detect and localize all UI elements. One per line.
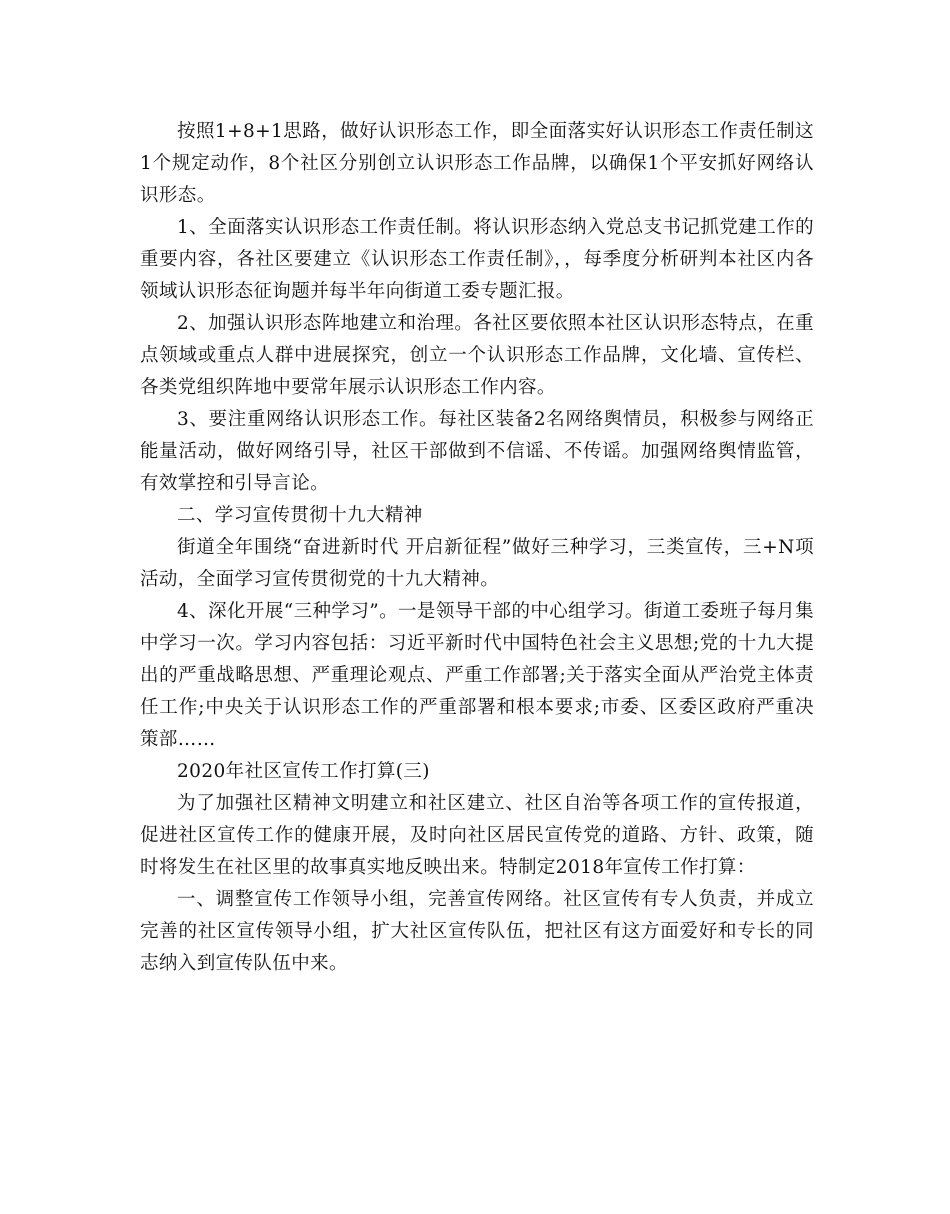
paragraph-position-building: 2、加强认识形态阵地建立和治理。各社区要依照本社区认识形态特点，在重点领域或重点人群中进展探究，创立一个认识形态工作品牌，文化墙、宣传栏、各类党组织阵地中要常年展示认识形态工作内容。 <box>140 313 814 398</box>
paragraph-annual-theme: 街道全年围绕“奋进新时代 开启新征程”做好三种学习，三类宣传，三+N项活动，全面学习宣传贯彻党的十九大精神。 <box>140 537 814 590</box>
paragraph-plan-intro: 为了加强社区精神文明建立和社区建立、社区自治等各项工作的宣传报道，促进社区宣传工作的健康开展，及时向社区居民宣传党的道路、方针、政策，随时将发生在社区里的故事真实地反映出来。特制定2018年宣传工作打算： <box>140 793 814 878</box>
paragraph-network-ideology: 3、要注重网络认识形态工作。每社区装备2名网络舆情员，积极参与网络正能量活动，做好网络引导，社区干部做到不信谣、不传谣。加强网络舆情监管，有效掌控和引导言论。 <box>140 409 814 494</box>
section-heading-study-nineteenth-congress: 二、学习宣传贯彻十九大精神 <box>177 505 423 526</box>
section-title-2020-plan: 2020年社区宣传工作打算(三) <box>177 761 430 782</box>
document-body <box>140 116 814 980</box>
paragraph-three-studies: 4、深化开展“三种学习”。一是领导干部的中心组学习。街道工委班子每月集中学习一次。学习内容包括：习近平新时代中国特色社会主义思想;党的十九大提出的严重战略思想、严重理论观点、严重工作部署;关于落实全面从严治党主体责任工作;中央关于认识形态工作的严重部署和根本要求;市委、区委区政府严重决策部…… <box>140 601 814 750</box>
paragraph-responsibility-system: 1、全面落实认识形态工作责任制。将认识形态纳入党总支书记抓党建工作的重要内容，各社区要建立《认识形态工作责任制》，，每季度分析研判本社区内各领域认识形态征询题并每半年向街道工委专题汇报。 <box>140 217 814 302</box>
paragraph-ideology-plan: 按照1+8+1思路，做好认识形态工作，即全面落实好认识形态工作责任制这1个规定动作，8个社区分别创立认识形态工作品牌，以确保1个平安抓好网络认识形态。 <box>140 121 814 206</box>
paragraph-leadership-group: 一、调整宣传工作领导小组，完善宣传网络。社区宣传有专人负责，并成立完善的社区宣传领导小组，扩大社区宣传队伍，把社区有这方面爱好和专长的同志纳入到宣传队伍中来。 <box>140 889 814 974</box>
